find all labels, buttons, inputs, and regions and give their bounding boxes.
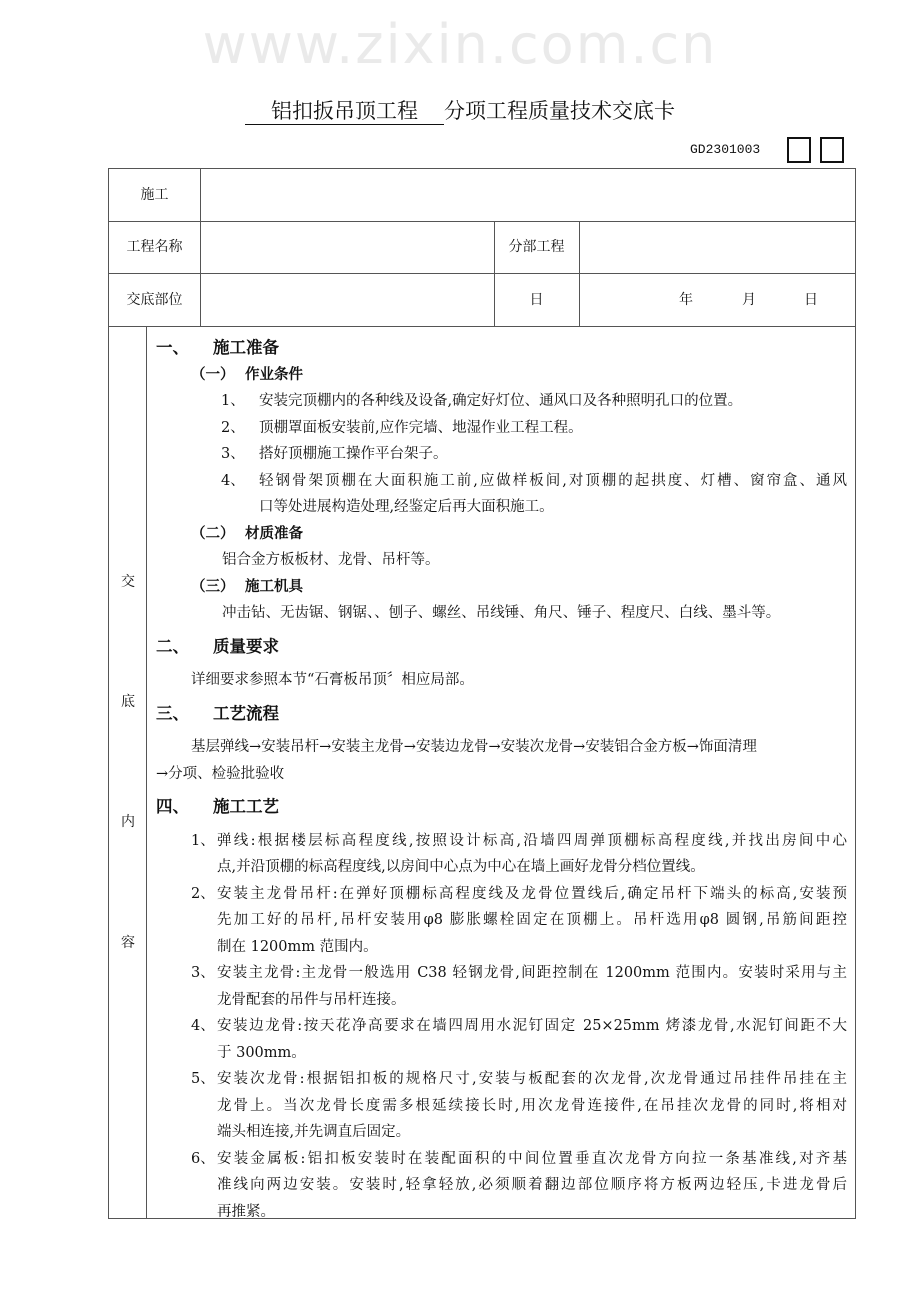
- line-text: 顶棚罩面板安装前,应作完墙、地湿作业工程工程。: [259, 419, 583, 436]
- month-label: 月: [742, 292, 756, 308]
- form-table: [108, 168, 856, 1219]
- item-marker: 3、: [221, 446, 245, 462]
- line-text: 冲击钻、无齿锯、钢锯、、刨子、螺丝、吊线锤、角尺、锤子、程度尺、白线、墨斗等。: [222, 605, 781, 621]
- line-text: 点,并沿顶棚的标高程度线,以房间中心点为中心在墙上画好龙骨分档位置线。: [217, 859, 705, 875]
- line-text: 搭好顶棚施工操作平台架子。: [259, 446, 448, 462]
- item-marker: （二）: [191, 524, 235, 542]
- date-label: 日: [529, 292, 544, 308]
- line-text: 工艺流程: [213, 703, 279, 723]
- checkbox-1[interactable]: [787, 137, 811, 163]
- line-text: 安装次龙骨:根据铝扣板的规格尺寸,安装与板配套的次龙骨,次龙骨通过吊挂件吊挂在主: [217, 1071, 847, 1087]
- list-item: [147, 388, 855, 415]
- line-text: 准线向两边安装。安装时,轻拿轻放,必须顺着翻边部位顺序将方板两边轻压,卡进龙骨后: [217, 1177, 847, 1193]
- project-name-label: 工程名称: [126, 239, 183, 255]
- list-item: [147, 960, 855, 1013]
- text-line: [147, 761, 855, 788]
- text-line: [147, 701, 855, 728]
- side-label-char: 容: [121, 935, 135, 951]
- text-line: [147, 1066, 855, 1093]
- text-line: [147, 734, 855, 761]
- sub-project-label: 分部工程: [508, 239, 565, 255]
- item-marker: 2、: [221, 419, 245, 436]
- line-text: 施工准备: [213, 338, 279, 357]
- text-line: [147, 1172, 855, 1199]
- text-line: [147, 1040, 855, 1067]
- construction-label: 施工: [140, 187, 169, 203]
- text-line: [147, 468, 855, 495]
- text-line: [147, 881, 855, 908]
- line-text: 施工机具: [245, 577, 303, 595]
- text-line: [147, 415, 855, 442]
- item-marker: 2、: [191, 885, 215, 902]
- text-line: [147, 634, 855, 661]
- line-text: 再推紧。: [217, 1203, 275, 1220]
- day-label: 日: [804, 292, 818, 308]
- line-text: 龙骨配套的吊件与吊杆连接。: [217, 991, 406, 1008]
- item-marker: 1、: [191, 832, 215, 849]
- list-item: [147, 547, 855, 574]
- list-item: [147, 600, 855, 627]
- construction-field[interactable]: [201, 169, 855, 221]
- item-marker: （一）: [191, 365, 235, 383]
- line-text: 详细要求参照本节“石膏板吊顶〞相应局部。: [191, 672, 474, 688]
- line-text: 端头相连接,并先调直后固定。: [217, 1124, 411, 1140]
- text-line: [147, 600, 855, 627]
- line-text: 安装主龙骨:主龙骨一般选用 C38 轻钢龙骨,间距控制在 1200mm 范围内。安装时采用与主: [217, 965, 847, 981]
- checkbox-2[interactable]: [820, 137, 844, 163]
- text-line: [147, 960, 855, 987]
- item-marker: 4、: [221, 472, 245, 489]
- title-project-name: 铝扣扳吊顶工程: [245, 98, 444, 125]
- line-text: 轻钢骨架顶棚在大面积施工前,应做样板间,对顶棚的起拱度、灯槽、窗帘盒、通风: [259, 472, 847, 489]
- project-name-field[interactable]: [201, 222, 494, 273]
- list-item: [147, 761, 855, 788]
- line-text: 安装主龙骨吊杆:在弹好顶棚标高程度线及龙骨位置线后,确定吊杆下端头的标高,安装预: [217, 885, 847, 902]
- line-text: 施工工艺: [213, 797, 279, 816]
- subsection-heading: [147, 574, 855, 601]
- line-text: 先加工好的吊杆,吊杆安装用φ8 膨胀螺栓固定在顶棚上。吊杆选用φ8 圆钢,吊筋间距控: [217, 912, 847, 928]
- list-item: [147, 441, 855, 468]
- briefing-content: [147, 327, 855, 1225]
- text-line: [147, 934, 855, 961]
- page-title: [0, 98, 920, 125]
- line-text: 材质准备: [245, 524, 303, 542]
- section-heading: [147, 634, 855, 661]
- line-text: 安装完顶棚内的各种线及设备,确定好灯位、通风口及各种照明孔口的位置。: [259, 393, 743, 409]
- item-marker: 3、: [191, 965, 215, 981]
- text-line: [147, 521, 855, 548]
- text-line: [147, 574, 855, 601]
- text-line: [147, 828, 855, 855]
- text-line: [147, 1146, 855, 1173]
- section-heading: [147, 701, 855, 728]
- list-item: [147, 667, 855, 694]
- text-line: [147, 1119, 855, 1146]
- line-text: →分项、检验批验收: [156, 765, 285, 782]
- item-marker: （三）: [191, 577, 235, 595]
- text-line: [147, 494, 855, 521]
- list-item: [147, 1013, 855, 1066]
- item-marker: 二、: [156, 636, 189, 656]
- text-line: [147, 667, 855, 694]
- line-text: 弹线:根据楼层标高程度线,按照设计标高,沿墙四周弹顶棚标高程度线,并找出房间中心: [217, 832, 847, 849]
- side-label-char: 内: [121, 814, 135, 830]
- line-text: 安装边龙骨:按天花净高要求在墙四周用水泥钉固定 25×25mm 烤漆龙骨,水泥钉间距不大: [217, 1018, 847, 1034]
- location-label: 交底部位: [126, 292, 183, 308]
- watermark: www.zixin.com.cn: [202, 13, 718, 76]
- item-marker: 三、: [156, 703, 189, 723]
- subsection-heading: [147, 521, 855, 548]
- item-marker: 5、: [191, 1071, 215, 1087]
- text-line: [147, 441, 855, 468]
- line-text: 作业条件: [245, 365, 303, 383]
- title-text: 分项工程质量技术交底卡: [444, 99, 675, 123]
- list-item: [147, 468, 855, 521]
- year-label: 年: [679, 292, 693, 308]
- item-marker: 6、: [191, 1150, 215, 1167]
- item-marker: 1、: [221, 393, 245, 409]
- list-item: [147, 828, 855, 881]
- text-line: [147, 1013, 855, 1040]
- line-text: 制在 1200mm 范围内。: [217, 938, 378, 955]
- line-text: 基层弹线→安装吊杆→安装主龙骨→安装边龙骨→安装次龙骨→安装铝合金方板→饰面清理: [191, 739, 757, 755]
- item-marker: 一、: [156, 338, 189, 357]
- list-item: [147, 415, 855, 442]
- item-marker: 四、: [156, 797, 189, 816]
- line-text: 安装金属板:铝扣板安装时在装配面积的中间位置垂直次龙骨方向拉一条基准线,对齐基: [217, 1150, 847, 1167]
- side-label-char: 交: [121, 574, 135, 590]
- text-line: [147, 1093, 855, 1120]
- sub-project-field[interactable]: [580, 222, 855, 273]
- text-line: [147, 335, 855, 362]
- list-item: [147, 1146, 855, 1226]
- text-line: [147, 907, 855, 934]
- text-line: [147, 362, 855, 389]
- location-field[interactable]: [201, 274, 494, 326]
- line-text: 龙骨上。当次龙骨长度需多根延续接长时,用次龙骨连接件,在吊挂次龙骨的同时,将相对: [217, 1097, 847, 1114]
- text-line: [147, 1199, 855, 1226]
- section-heading: [147, 794, 855, 821]
- text-line: [147, 794, 855, 821]
- item-marker: 4、: [191, 1018, 215, 1034]
- text-line: [147, 987, 855, 1014]
- text-line: [147, 388, 855, 415]
- text-line: [147, 854, 855, 881]
- line-text: 铝合金方板板材、龙骨、吊杆等。: [222, 552, 440, 568]
- line-text: 口等处进展构造处理,经鉴定后再大面积施工。: [259, 499, 554, 515]
- line-text: 质量要求: [213, 636, 279, 656]
- subsection-heading: [147, 362, 855, 389]
- list-item: [147, 1066, 855, 1146]
- line-text: 于 300mm。: [217, 1044, 306, 1061]
- list-item: [147, 881, 855, 961]
- form-code: GD2301003: [690, 142, 761, 157]
- text-line: [147, 547, 855, 574]
- section-heading: [147, 335, 855, 362]
- list-item: [147, 734, 855, 761]
- side-label-char: 底: [121, 694, 135, 710]
